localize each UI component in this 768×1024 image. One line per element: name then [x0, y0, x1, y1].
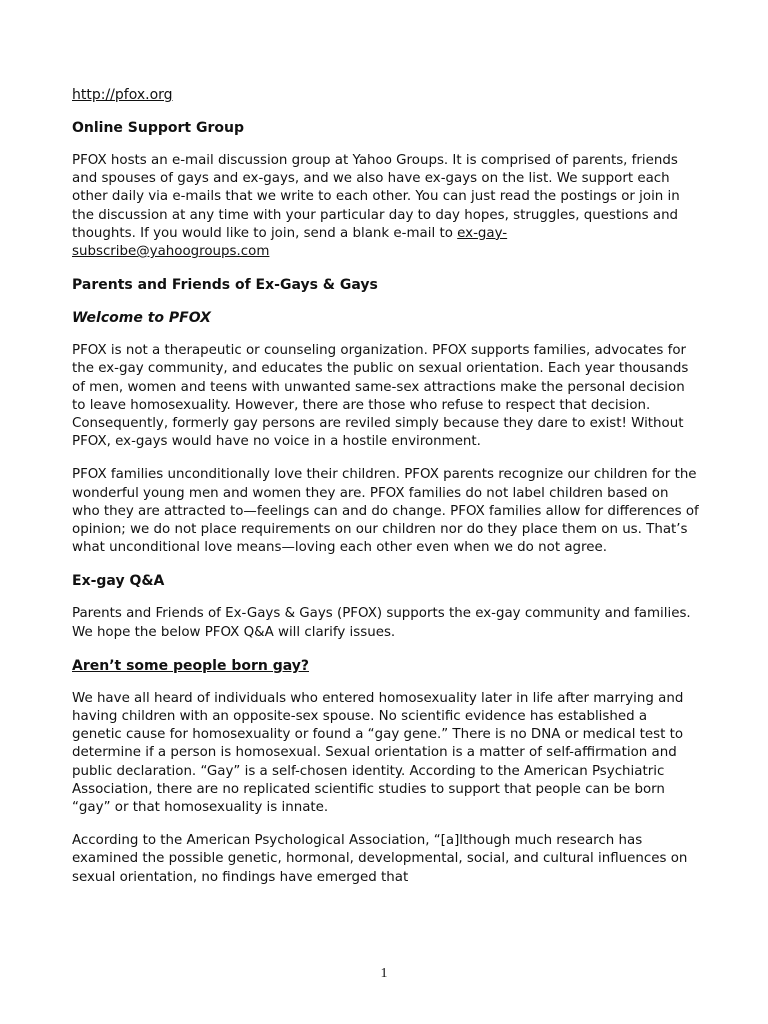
welcome-heading: Welcome to PFOX — [72, 310, 211, 327]
born-gay-paragraph-2: According to the American Psychological Association, “[a]lthough much research has examined the possible genetic, hormonal, developmental, social, and cultural influences on sexual orientation, no findings have emerged that — [72, 833, 688, 885]
parents-friends-heading: Parents and Friends of Ex-Gays & Gays — [72, 277, 378, 294]
online-support-heading: Online Support Group — [72, 120, 244, 136]
pfox-url-link[interactable]: http://pfox.org — [72, 87, 173, 103]
born-gay-paragraph-1: We have all heard of individuals who entered homosexuality later in life after marrying and having children with an opposite-sex spouse. No scientific evidence has established a genetic cause for homosexuality or found a “gay gene.” There is no DNA or medical test to determine if a person is homosexual. Sexual orientation is a matter of self-affirmation and public declaration. “Gay” is a self-chosen identity. According to the American Psychiatric Association, there are no replicated scientific studies to support that people can be born “gay” or that homosexuality is innate. — [72, 690, 684, 816]
welcome-paragraph-2: PFOX families unconditionally love their children. PFOX parents recognize our children for the wonderful young men and women they are. PFOX families do not label children based on who they are attracted to—feelings can and do change. PFOX families allow for differences of opinion; we do not place requirements on our children nor do they place them on us. That’s what unconditional love means—loving each other even when we do not agree. — [72, 467, 699, 556]
qa-heading: Ex-gay Q&A — [72, 573, 165, 590]
online-support-paragraph — [72, 152, 700, 261]
born-gay-heading: Aren’t some people born gay? — [72, 657, 309, 674]
online-support-text: PFOX hosts an e-mail discussion group at Yahoo Groups. It is comprised of parents, friends and spouses of gays and ex-gays, and we also have ex-gays on the list. We support each other daily via e-mails that we write to each other. You can just read the postings or join in the discussion at any time with your particular day to day hopes, struggles, questions and thoughts. If you would like to join, send a blank e-mail to — [72, 153, 680, 241]
subscribe-email-link[interactable]: ex-gay-subscribe@yahoogroups.com — [72, 225, 508, 260]
qa-paragraph: Parents and Friends of Ex-Gays & Gays (PFOX) supports the ex-gay community and families. We hope the below PFOX Q&A will clarify issues. — [72, 606, 691, 640]
page-number: 1 — [380, 966, 388, 981]
welcome-paragraph-1: PFOX is not a therapeutic or counseling organization. PFOX supports families, advocates for the ex-gay community, and educates the public on sexual orientation. Each year thousands of men, women and teens with unwanted same-sex attractions make the personal decision to leave homosexuality. However, there are those who refuse to respect that decision. Consequently, formerly gay persons are reviled simply because they dare to exist! Without PFOX, ex-gays would have no voice in a hostile environment. — [72, 343, 689, 450]
document-page — [72, 84, 700, 902]
